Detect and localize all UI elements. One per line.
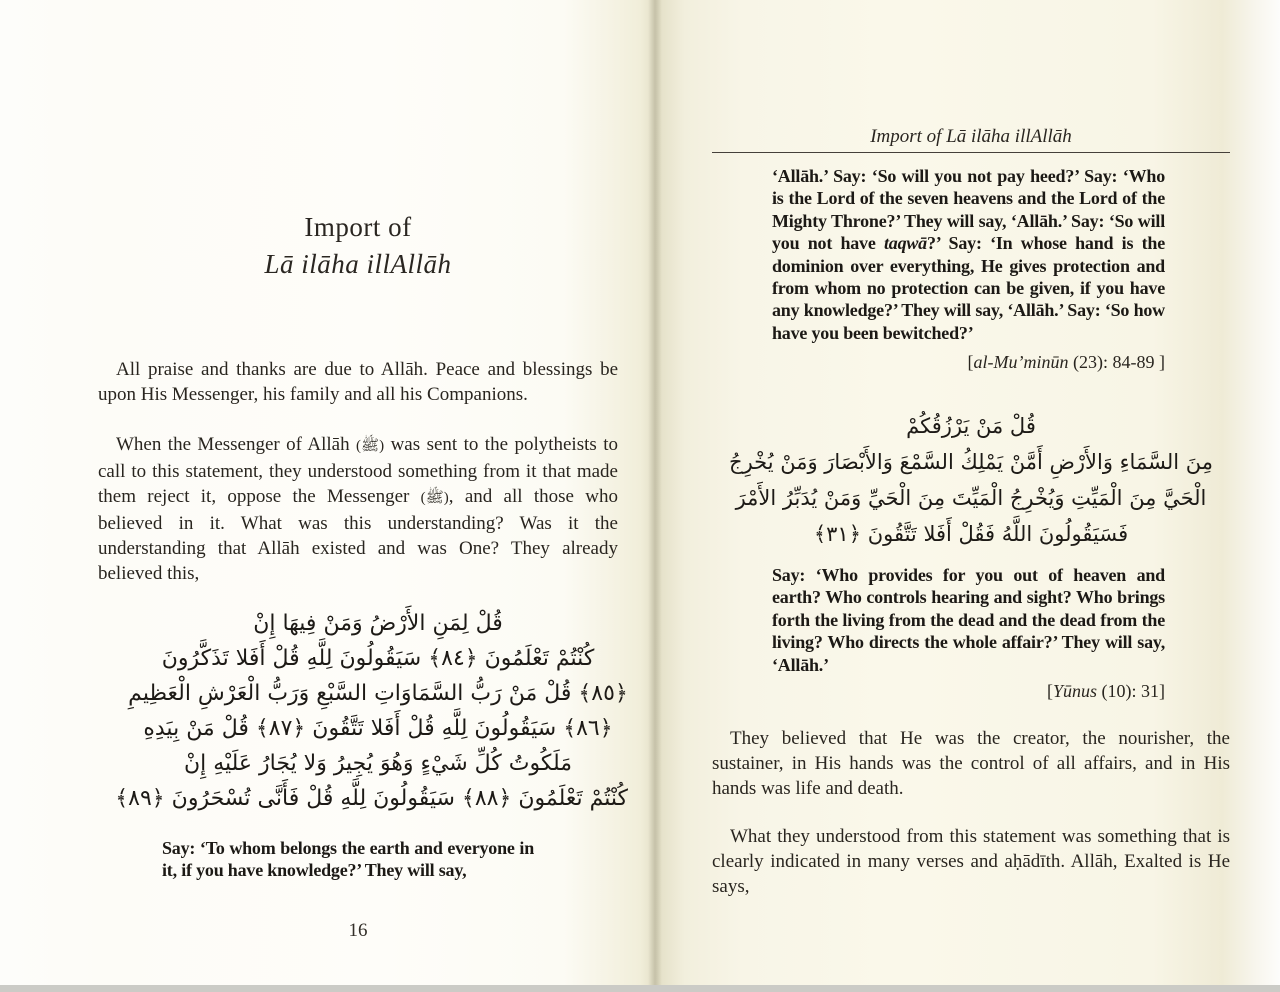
- arabic-line: ﴿٨٦﴾ سَيَقُولُونَ لِلَّهِ قُلْ أَفَلا تَتَّقُونَ ﴿٨٧﴾ قُلْ مَنْ بِيَدِهِ: [143, 716, 613, 741]
- arabic-line: فَسَيَقُولُونَ اللَّهُ فَقُلْ أَفَلا تَتَّقُونَ ﴿٣١﴾: [813, 522, 1129, 546]
- right-page: [712, 0, 1230, 985]
- left-page: [98, 0, 628, 985]
- chapter-title-line2: Lā ilāha illAllāh: [264, 249, 452, 279]
- quote-italic-term: taqwā: [883, 233, 927, 254]
- arabic-line: قُلْ مَنْ يَرْزُقُكُمْ: [906, 414, 1036, 438]
- paragraph-praise: All praise and thanks are due to Allāh. Peace and blessings be upon His Messenger, his family and all his Companions.: [98, 359, 618, 405]
- chapter-title: [98, 209, 618, 283]
- running-header: Import of Lā ilāha illAllāh: [870, 126, 1072, 147]
- paragraph-understood: What they understood from this statement was something that is clearly indicated in many verses and aḥādīth. Allāh, Exalted is He says,: [712, 826, 1230, 897]
- quote-text: ?’ Say: ‘In whose hand is the dominion over everything, He gives protection and from whom no protection can be given, if you have any knowledge?’ They will say, ‘Allāh.’ Say: ‘So how have you been bewitched?’: [772, 233, 1165, 343]
- quote-text: ‘Allāh.’ Say: ‘So will you not pay heed?’ Say: ‘Who is the Lord of the seven heavens and the Lord of the Mighty Throne?’ They will say, ‘Allāh.’ Say: ‘So will you not have: [772, 166, 1165, 254]
- translation-quote-yunus: Say: ‘Who provides for you out of heaven and earth? Who controls hearing and sight? Who brings forth the living from the dead and the dead from the living? Who directs the whole affair?’ They will say, ‘Allāh.’: [772, 565, 1165, 675]
- book-gutter-shadow: [648, 0, 662, 985]
- citation-verse-range: (10): 31]: [1097, 681, 1165, 701]
- paragraph-messenger-text1: When the Messenger of Allāh: [116, 434, 357, 455]
- citation-verse-range: (23): 84-89 ]: [1068, 352, 1165, 372]
- arabic-line: كُنْتُمْ تَعْلَمُونَ ﴿٨٨﴾ سَيَقُولُونَ لِلَّهِ قُلْ فَأَنَّى تُسْحَرُونَ ﴿٨٩﴾: [115, 786, 628, 811]
- quran-arabic-block-muminun: [115, 606, 628, 816]
- scan-bottom-edge: [0, 985, 1280, 992]
- citation-bracket: [: [967, 352, 974, 372]
- paragraph-messenger: [98, 432, 618, 586]
- paragraph-messenger-text2: was sent to the polytheists to call to this statement, they understood something from it that made them reject it, oppose the Messenger: [98, 434, 618, 507]
- salutation-symbol: (ﷺ): [420, 490, 449, 506]
- citation-surah-name: Yūnus: [1053, 681, 1098, 701]
- verse-citation-muminun: [772, 352, 1165, 373]
- chapter-title-line1: Import of: [304, 212, 412, 242]
- quran-arabic-block-yunus: [712, 408, 1230, 552]
- arabic-line: الْحَيَّ مِنَ الْمَيِّتِ وَيُخْرِجُ الْمَيِّتَ مِنَ الْحَيِّ وَمَنْ يُدَبِّرُ الأَمْرَ: [735, 486, 1207, 510]
- translation-quote-muminun: [772, 165, 1165, 344]
- arabic-line: ﴿٨٥﴾ قُلْ مَنْ رَبُّ السَّمَاوَاتِ السَّبْعِ وَرَبُّ الْعَرْشِ الْعَظِيمِ: [128, 681, 628, 706]
- citation-surah-name: al-Mu’minūn: [973, 352, 1069, 372]
- arabic-line: كُنْتُمْ تَعْلَمُونَ ﴿٨٤﴾ سَيَقُولُونَ لِلَّهِ قُلْ أَفَلا تَذَكَّرُونَ: [161, 646, 595, 671]
- translation-quote-start: Say: ‘To whom belongs the earth and everyone in it, if you have knowledge?’ They will say,: [162, 838, 534, 881]
- verse-citation-yunus: [772, 681, 1165, 702]
- page-number: 16: [348, 920, 368, 941]
- arabic-line: قُلْ لِمَنِ الأَرْضُ وَمَنْ فِيهَا إِنْ: [253, 611, 503, 636]
- arabic-line: مِنَ السَّمَاءِ وَالأَرْضِ أَمَّنْ يَمْلِكُ السَّمْعَ وَالأَبْصَارَ وَمَنْ يُخْرِجُ: [729, 450, 1213, 474]
- arabic-line: مَلَكُوتُ كُلِّ شَيْءٍ وَهُوَ يُجِيرُ وَلا يُجَارُ عَلَيْهِ إِنْ: [183, 751, 573, 776]
- paragraph-believed: They believed that He was the creator, the nourisher, the sustainer, in His hands was the control of all affairs, and in His hands was life and death.: [712, 728, 1230, 799]
- salutation-symbol: (ﷺ): [356, 438, 385, 454]
- citation-bracket: [: [1047, 681, 1053, 701]
- header-rule: [712, 152, 1230, 153]
- paragraph-messenger-text3: , and all those who believed in it. What was this understanding? Was it the understanding that Allāh existed and was One? They already believed this,: [98, 486, 618, 584]
